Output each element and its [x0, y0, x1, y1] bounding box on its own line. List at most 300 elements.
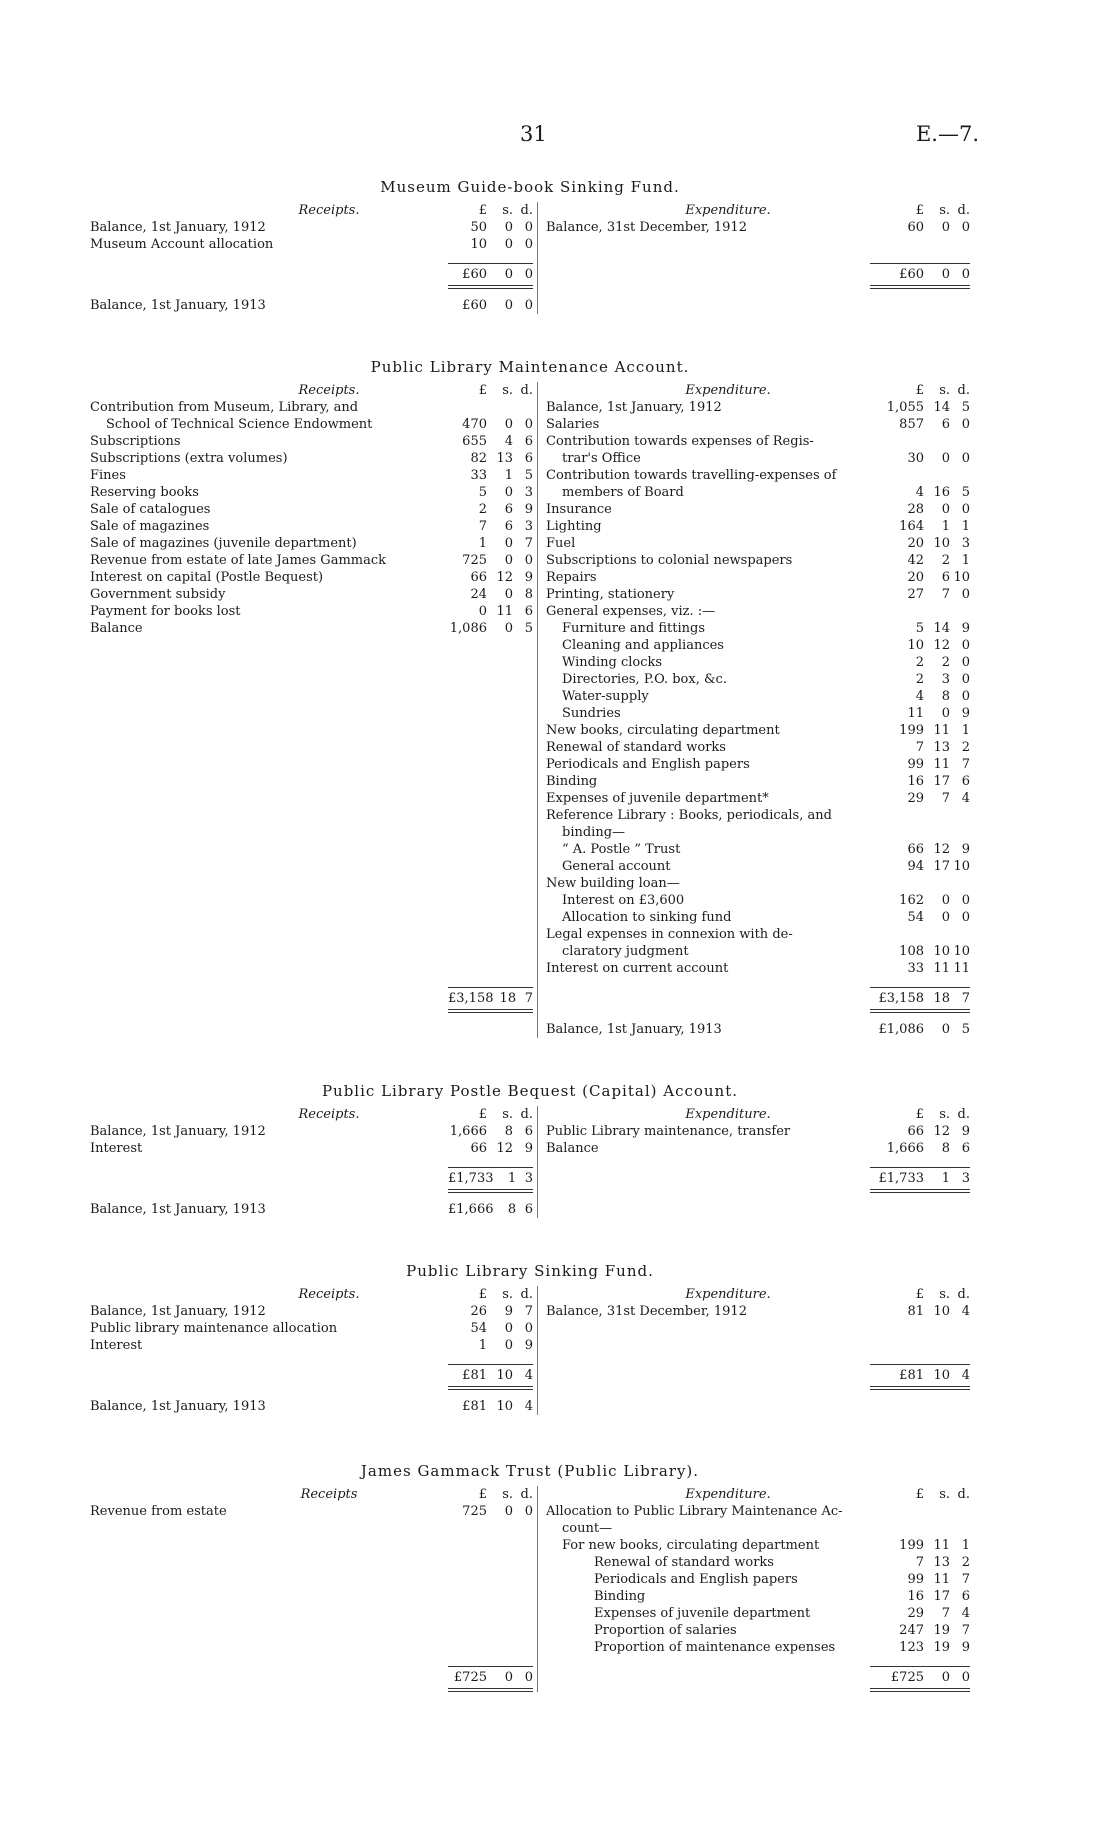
amount-shillings: 8: [941, 689, 950, 704]
entry-label: Contribution from Museum, Library, and: [90, 400, 359, 415]
amount-shillings: [928, 807, 950, 824]
entry-amount: [870, 1605, 970, 1622]
amount-shillings: 2: [941, 553, 950, 568]
entry-amount: [448, 416, 533, 433]
entry-amount: [448, 297, 533, 314]
entry-amount: [448, 1320, 533, 1337]
amount-pounds: 1,666: [449, 1124, 487, 1139]
amount-shillings: 13: [933, 740, 950, 755]
expenditure-entry: [546, 688, 970, 705]
amount-shillings: 0: [504, 267, 513, 282]
amount-shillings: 17: [933, 1589, 950, 1604]
receipt-entry: [90, 620, 533, 637]
amount-pence: 4: [961, 1304, 970, 1319]
column-header: [546, 1286, 970, 1303]
amount-shillings: 1: [941, 519, 950, 534]
entry-amount: [870, 518, 970, 535]
expenditure-entry: [546, 603, 970, 620]
amount-pounds: 857: [899, 417, 924, 432]
currency-headings: [870, 1486, 970, 1503]
expenditure-total: [546, 1656, 970, 1692]
amount-pounds: £1,733: [448, 1171, 494, 1186]
amount-pence: 1: [961, 519, 970, 534]
entry-label: [90, 977, 448, 1013]
entry-amount: [870, 1588, 970, 1605]
entry-label: claratory judgment: [562, 944, 689, 959]
entry-amount: [870, 1364, 970, 1390]
entry-amount: [870, 671, 970, 688]
entry-amount: [870, 722, 970, 739]
expenditure-entry: [546, 1123, 970, 1140]
entry-label: [90, 1157, 448, 1193]
spacer: [90, 637, 533, 657]
amount-pence: 0: [961, 672, 970, 687]
amount-pounds: 725: [462, 553, 487, 568]
entry-label: Balance, 1st January, 1912: [90, 1304, 266, 1319]
expenditure-entry: [546, 416, 970, 433]
pence-heading: d.: [957, 383, 970, 398]
entry-amount: [448, 1666, 533, 1692]
entry-amount: [870, 773, 970, 790]
entry-amount: [870, 892, 970, 909]
amount-pence: 0: [961, 893, 970, 908]
amount-pounds: £81: [462, 1368, 487, 1383]
amount-pence: 7: [524, 536, 533, 551]
amount-pence: 9: [524, 1141, 533, 1156]
entry-label: Lighting: [546, 519, 602, 534]
amount-pence: 9: [961, 1124, 970, 1139]
receipt-entry: [90, 1140, 533, 1157]
amount-pounds: £3,158: [448, 991, 494, 1006]
expenditure-entry: [546, 671, 970, 688]
entry-amount: [448, 399, 533, 416]
amount-pence: 0: [961, 1670, 970, 1685]
amount-pence: 0: [961, 220, 970, 235]
entry-label: New books, circulating department: [546, 723, 780, 738]
expenditure-entry: [546, 569, 970, 586]
amount-pounds: 99: [907, 757, 924, 772]
column-header: [90, 1286, 533, 1303]
expenditure-column: [538, 1106, 970, 1218]
entry-label: [90, 1354, 448, 1390]
amount-shillings: 7: [941, 791, 950, 806]
expenditure-entry: [546, 943, 970, 960]
pence-heading: d.: [957, 1107, 970, 1122]
amount-pounds: 30: [907, 451, 924, 466]
entry-label: Subscriptions: [90, 434, 181, 449]
pounds-heading: £: [478, 203, 487, 218]
expenditure-entry: [546, 807, 970, 824]
receipts-heading: Receipts.: [298, 203, 360, 218]
amount-pounds: [870, 467, 928, 484]
spacer: [90, 1628, 533, 1656]
entry-amount: [870, 501, 970, 518]
entry-label: Revenue from estate of late James Gammack: [90, 553, 387, 568]
section-title: Museum Guide-book Sinking Fund.: [380, 178, 680, 196]
spacer: [90, 1193, 533, 1201]
amount-pounds: 28: [907, 502, 924, 517]
receipt-entry: [90, 416, 533, 433]
amount-shillings: [928, 926, 950, 943]
expenditure-entry: [546, 433, 970, 450]
amount-pence: [950, 875, 970, 892]
amount-shillings: 18: [499, 991, 517, 1006]
receipts-total: [90, 1157, 533, 1193]
amount-pounds: £81: [462, 1399, 487, 1414]
entry-label: Renewal of standard works: [546, 740, 726, 755]
amount-shillings: 0: [504, 1321, 513, 1336]
amount-shillings: 12: [933, 1124, 950, 1139]
pence-heading: d.: [957, 1487, 970, 1502]
museum-guidebook-sinking-fund: [90, 178, 970, 314]
closing-balance: [90, 1201, 533, 1218]
amount-pence: 9: [524, 502, 533, 517]
amount-shillings: 6: [941, 417, 950, 432]
expenditure-entry: [546, 1537, 970, 1554]
expenditure-entry: [546, 399, 970, 416]
currency-headings: [448, 1286, 533, 1303]
entry-label: Balance, 1st January, 1912: [90, 1124, 266, 1139]
amount-pence: 10: [953, 944, 970, 959]
amount-pence: [950, 1520, 970, 1537]
currency-headings: [870, 202, 970, 219]
amount-pence: 9: [961, 706, 970, 721]
amount-shillings: 1: [504, 468, 513, 483]
amount-shillings: 0: [504, 587, 513, 602]
amount-pence: 0: [524, 1670, 533, 1685]
amount-shillings: 0: [941, 706, 950, 721]
pounds-heading: £: [478, 383, 487, 398]
expenditure-entry: [546, 484, 970, 501]
amount-pounds: £1,666: [448, 1202, 494, 1217]
expenditure-entry: [546, 1588, 970, 1605]
entry-label: Allocation to sinking fund: [562, 910, 732, 925]
entry-amount: [870, 756, 970, 773]
receipt-entry: [90, 518, 533, 535]
entry-label: members of Board: [562, 485, 684, 500]
section-title: Public Library Maintenance Account.: [370, 358, 690, 376]
shillings-heading: s.: [502, 203, 513, 218]
amount-pounds: 1,666: [886, 1141, 924, 1156]
entry-label: Legal expenses in connexion with de-: [546, 927, 793, 942]
entry-label: Interest: [90, 1141, 143, 1156]
amount-shillings: 0: [941, 502, 950, 517]
entry-amount: [870, 1622, 970, 1639]
amount-shillings: 14: [933, 400, 950, 415]
entry-amount: [448, 1140, 533, 1157]
amount-pence: 6: [524, 604, 533, 619]
entry-label: Subscriptions to colonial newspapers: [546, 553, 793, 568]
entry-label: Subscriptions (extra volumes): [90, 451, 288, 466]
entry-amount: [448, 987, 533, 1013]
entry-label: Binding: [546, 774, 598, 789]
amount-pence: 0: [961, 689, 970, 704]
entry-label: Balance, 31st December, 1912: [546, 220, 747, 235]
expenditure-entry: [546, 1520, 970, 1537]
pounds-heading: £: [915, 203, 924, 218]
entry-amount: [870, 467, 970, 484]
entry-label: Balance, 1st January, 1912: [90, 220, 266, 235]
receipts-column: [90, 1486, 538, 1692]
currency-headings: [870, 382, 970, 399]
entry-label: Directories, P.O. box, &c.: [562, 672, 727, 687]
spacer: [546, 236, 970, 253]
amount-pounds: 66: [907, 1124, 924, 1139]
amount-shillings: [928, 603, 950, 620]
amount-pence: [950, 926, 970, 943]
entry-label: Proportion of salaries: [594, 1623, 737, 1638]
amount-shillings: 13: [496, 451, 513, 466]
amount-pounds: £3,158: [878, 991, 924, 1006]
amount-pounds: 54: [470, 1321, 487, 1336]
amount-shillings: 10: [933, 1304, 950, 1319]
amount-shillings: 6: [504, 502, 513, 517]
amount-shillings: 17: [933, 859, 950, 874]
receipt-entry: [90, 569, 533, 586]
shillings-heading: s.: [502, 1487, 513, 1502]
entry-amount: [448, 433, 533, 450]
amount-pounds: 247: [899, 1623, 924, 1638]
entry-amount: [870, 909, 970, 926]
amount-pounds: 60: [907, 220, 924, 235]
amount-pounds: 2: [478, 502, 487, 517]
amount-pence: 10: [953, 570, 970, 585]
entry-amount: [870, 1666, 970, 1692]
entry-amount: [448, 219, 533, 236]
expenditure-entry: [546, 501, 970, 518]
shillings-heading: s.: [939, 203, 950, 218]
entry-amount: [870, 569, 970, 586]
entry-amount: [448, 552, 533, 569]
entry-amount: [448, 1123, 533, 1140]
entry-label: Periodicals and English papers: [594, 1572, 798, 1587]
pence-heading: d.: [520, 203, 533, 218]
receipt-entry: [90, 535, 533, 552]
entry-amount: [870, 1503, 970, 1520]
entry-amount: [870, 1639, 970, 1656]
receipt-entry: [90, 1503, 533, 1520]
amount-pounds: 20: [907, 570, 924, 585]
entry-label: Balance, 1st January, 1913: [90, 1202, 266, 1217]
receipts-heading: Receipts.: [298, 1107, 360, 1122]
amount-pounds: 4: [915, 689, 924, 704]
entry-label: For new books, circulating department: [562, 1538, 820, 1553]
closing-balance: [90, 297, 533, 314]
amount-pounds: £60: [462, 267, 487, 282]
amount-pence: 0: [961, 638, 970, 653]
amount-shillings: 4: [504, 434, 513, 449]
expenditure-entry: [546, 858, 970, 875]
amount-pence: [950, 824, 970, 841]
receipts-column: [90, 1106, 538, 1218]
james-gammack-trust: [90, 1462, 970, 1692]
entry-label: Public library maintenance allocation: [90, 1321, 338, 1336]
pence-heading: d.: [520, 383, 533, 398]
amount-pence: 3: [961, 536, 970, 551]
amount-pence: 0: [961, 417, 970, 432]
pounds-heading: £: [915, 383, 924, 398]
entry-amount: [870, 1554, 970, 1571]
amount-shillings: 0: [504, 237, 513, 252]
expenditure-entry: [546, 824, 970, 841]
entry-label: Balance, 1st January, 1912: [546, 400, 722, 415]
entry-amount: [870, 484, 970, 501]
expenditure-entry: [546, 841, 970, 858]
entry-amount: [870, 586, 970, 603]
entry-label: Water-supply: [562, 689, 649, 704]
amount-pounds: [870, 603, 928, 620]
amount-shillings: 6: [504, 519, 513, 534]
amount-pounds: 108: [899, 944, 924, 959]
spacer: [90, 1390, 533, 1398]
expenditure-entry: [546, 773, 970, 790]
entry-amount: [448, 484, 533, 501]
amount-pounds: 1: [478, 1338, 487, 1353]
entry-label: “ A. Postle ” Trust: [562, 842, 681, 857]
amount-pounds: 10: [907, 638, 924, 653]
amount-shillings: 17: [933, 774, 950, 789]
amount-shillings: 3: [941, 672, 950, 687]
shillings-heading: s.: [939, 1487, 950, 1502]
pounds-heading: £: [915, 1487, 924, 1502]
amount-pounds: 20: [907, 536, 924, 551]
shillings-heading: s.: [502, 1287, 513, 1302]
entry-label: Public Library maintenance, transfer: [546, 1124, 791, 1139]
pounds-heading: £: [915, 1287, 924, 1302]
amount-shillings: 6: [941, 570, 950, 585]
entry-label: [546, 1656, 870, 1692]
amount-pence: 1: [961, 553, 970, 568]
amount-pence: [950, 1503, 970, 1520]
receipt-entry: [90, 467, 533, 484]
amount-pounds: 1,055: [886, 400, 924, 415]
amount-shillings: 0: [504, 417, 513, 432]
amount-pounds: 5: [915, 621, 924, 636]
amount-shillings: 0: [941, 267, 950, 282]
spacer: [90, 1520, 533, 1628]
entry-label: New building loan—: [546, 876, 680, 891]
entry-label: Balance, 1st January, 1913: [90, 1399, 266, 1414]
entry-amount: [448, 1337, 533, 1354]
spacer: [546, 1013, 970, 1021]
expenditure-entry: [546, 1503, 970, 1520]
entry-amount: [448, 1303, 533, 1320]
amount-pounds: 1: [478, 536, 487, 551]
amount-pounds: 29: [907, 791, 924, 806]
entry-label: count—: [562, 1521, 613, 1536]
receipts-total: [90, 977, 533, 1013]
amount-pence: 1: [961, 1538, 970, 1553]
pounds-heading: £: [915, 1107, 924, 1122]
expenditure-entry: [546, 1554, 970, 1571]
spacer: [90, 289, 533, 297]
column-header: [546, 382, 970, 399]
amount-pence: 3: [524, 519, 533, 534]
amount-pence: 5: [961, 485, 970, 500]
expenditure-column: [538, 382, 970, 1038]
amount-pounds: 16: [907, 774, 924, 789]
entry-amount: [448, 467, 533, 484]
receipts-heading: Receipts.: [298, 1287, 360, 1302]
entry-label: Sale of magazines: [90, 519, 210, 534]
amount-pence: 6: [524, 434, 533, 449]
entry-label: Binding: [594, 1589, 646, 1604]
entry-amount: [448, 1364, 533, 1390]
expenditure-entry: [546, 620, 970, 637]
column-header: [546, 1106, 970, 1123]
entry-label: School of Technical Science Endowment: [106, 417, 373, 432]
amount-pence: 3: [961, 1171, 970, 1186]
expenditure-entry: [546, 892, 970, 909]
amount-pence: 5: [961, 1022, 970, 1037]
amount-pence: 9: [961, 1640, 970, 1655]
column-header: [90, 202, 533, 219]
entry-label: Interest on current account: [546, 961, 729, 976]
amount-shillings: 8: [507, 1202, 517, 1217]
postle-bequest-capital-account: [90, 1082, 970, 1218]
expenditure-entry: [546, 1605, 970, 1622]
public-library-sinking-fund: [90, 1262, 970, 1415]
receipt-entry: [90, 433, 533, 450]
amount-shillings: [928, 824, 950, 841]
amount-shillings: 0: [941, 910, 950, 925]
amount-shillings: 11: [933, 1572, 950, 1587]
column-header: [90, 382, 533, 399]
entry-label: Revenue from estate: [90, 1504, 227, 1519]
entry-label: Furniture and fittings: [562, 621, 705, 636]
amount-pounds: [870, 433, 928, 450]
entry-amount: [870, 603, 970, 620]
amount-pounds: £1,733: [878, 1171, 924, 1186]
amount-shillings: 11: [933, 961, 950, 976]
entry-amount: [448, 586, 533, 603]
amount-pounds: 16: [907, 1589, 924, 1604]
entry-amount: [870, 841, 970, 858]
amount-pounds: 26: [470, 1304, 487, 1319]
amount-pounds: 33: [470, 468, 487, 483]
amount-pounds: 99: [907, 1572, 924, 1587]
amount-shillings: 10: [933, 536, 950, 551]
entry-amount: [870, 535, 970, 552]
amount-pounds: 7: [915, 1555, 924, 1570]
amount-shillings: 11: [496, 604, 513, 619]
entry-label: Cleaning and appliances: [562, 638, 724, 653]
receipt-entry: [90, 219, 533, 236]
amount-pounds: 199: [899, 1538, 924, 1553]
amount-shillings: 14: [933, 621, 950, 636]
amount-pence: 7: [524, 991, 533, 1006]
shillings-heading: s.: [939, 1287, 950, 1302]
page-reference: E.—7.: [915, 122, 979, 146]
entry-amount: [870, 858, 970, 875]
amount-pence: 0: [961, 451, 970, 466]
entry-label: General account: [562, 859, 671, 874]
receipts-total: [90, 253, 533, 289]
amount-shillings: 0: [941, 451, 950, 466]
expenditure-heading: Expenditure.: [685, 1107, 771, 1122]
section-title: Public Library Sinking Fund.: [406, 1262, 654, 1280]
pounds-heading: £: [478, 1107, 487, 1122]
entry-amount: [870, 1303, 970, 1320]
amount-shillings: 11: [933, 757, 950, 772]
amount-pounds: 66: [470, 1141, 487, 1156]
amount-pence: 4: [524, 1368, 533, 1383]
entry-amount: [870, 1140, 970, 1157]
amount-shillings: 16: [933, 485, 950, 500]
column-header: [90, 1106, 533, 1123]
expenditure-entry: [546, 722, 970, 739]
receipt-entry: [90, 450, 533, 467]
